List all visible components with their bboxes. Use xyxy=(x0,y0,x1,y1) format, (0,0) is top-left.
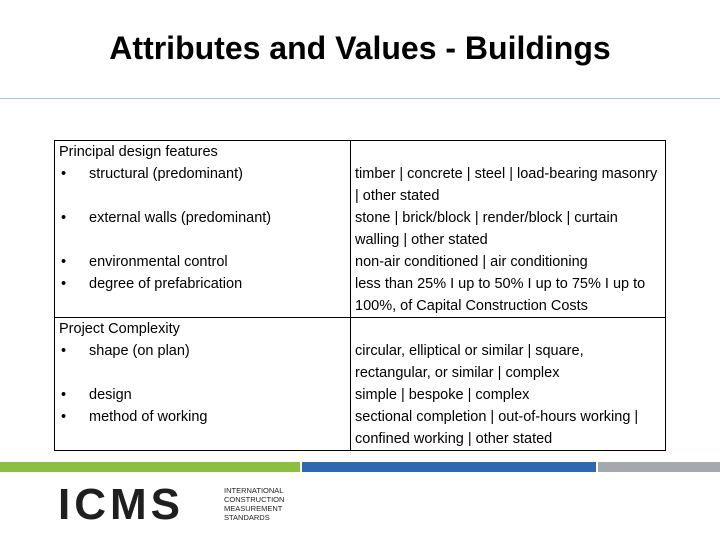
list-item xyxy=(59,273,346,295)
item-label: method of working xyxy=(89,409,208,425)
table-row xyxy=(55,141,666,318)
bullet-icon: • xyxy=(61,166,67,182)
list-item xyxy=(59,384,346,406)
logo-tagline-line: STANDARDS xyxy=(224,513,270,522)
item-label: degree of prefabrication xyxy=(89,276,243,292)
list-item xyxy=(59,207,346,229)
title-divider xyxy=(0,98,720,99)
item-label: structural (predominant) xyxy=(89,166,243,182)
footer-bar-gray xyxy=(598,462,720,472)
logo-tagline-line: MEASUREMENT xyxy=(224,504,283,513)
footer-bar-blue xyxy=(302,462,596,472)
value-cell xyxy=(351,141,666,318)
icms-logo xyxy=(58,484,318,524)
footer-bar-green xyxy=(0,462,300,472)
page-title: Attributes and Values - Buildings xyxy=(109,30,611,66)
section-heading: Principal design features xyxy=(59,144,218,160)
attributes-table xyxy=(54,140,666,451)
bullet-icon: • xyxy=(61,387,67,403)
logo-tagline-line: CONSTRUCTION xyxy=(224,495,285,504)
bullet-icon: • xyxy=(61,276,67,292)
value-text: circular, elliptical or similar | square, rectangular, or similar | complex xyxy=(355,343,584,381)
item-label: shape (on plan) xyxy=(89,343,190,359)
value-text: stone | brick/block | render/block | curtain walling | other stated xyxy=(355,210,618,248)
value-text: non-air conditioned | air conditioning xyxy=(355,254,588,270)
bullet-icon: • xyxy=(61,343,67,359)
value-text: timber | concrete | steel | load-bearing masonry | other stated xyxy=(355,166,658,204)
list-item xyxy=(59,406,346,428)
feature-cell xyxy=(55,318,351,451)
item-label: design xyxy=(89,387,132,403)
list-item xyxy=(59,340,346,362)
footer-color-bars xyxy=(0,462,720,472)
section-heading: Project Complexity xyxy=(59,321,180,337)
bullet-icon: • xyxy=(61,409,67,425)
bullet-icon: • xyxy=(61,210,67,226)
value-text: sectional completion | out-of-hours working | confined working | other stated xyxy=(355,409,639,447)
item-label: external walls (predominant) xyxy=(89,210,272,226)
logo-wordmark: ICMS xyxy=(58,484,184,524)
item-label: environmental control xyxy=(89,254,228,270)
logo-tagline-line: INTERNATIONAL xyxy=(224,486,284,495)
list-item xyxy=(59,163,346,185)
list-item xyxy=(59,251,346,273)
value-text: simple | bespoke | complex xyxy=(355,387,530,403)
value-cell xyxy=(351,318,666,451)
table-row xyxy=(55,318,666,451)
bullet-icon: • xyxy=(61,254,67,270)
feature-cell xyxy=(55,141,351,318)
value-text: less than 25% I up to 50% I up to 75% I up to 100%, of Capital Construction Costs xyxy=(355,276,646,314)
